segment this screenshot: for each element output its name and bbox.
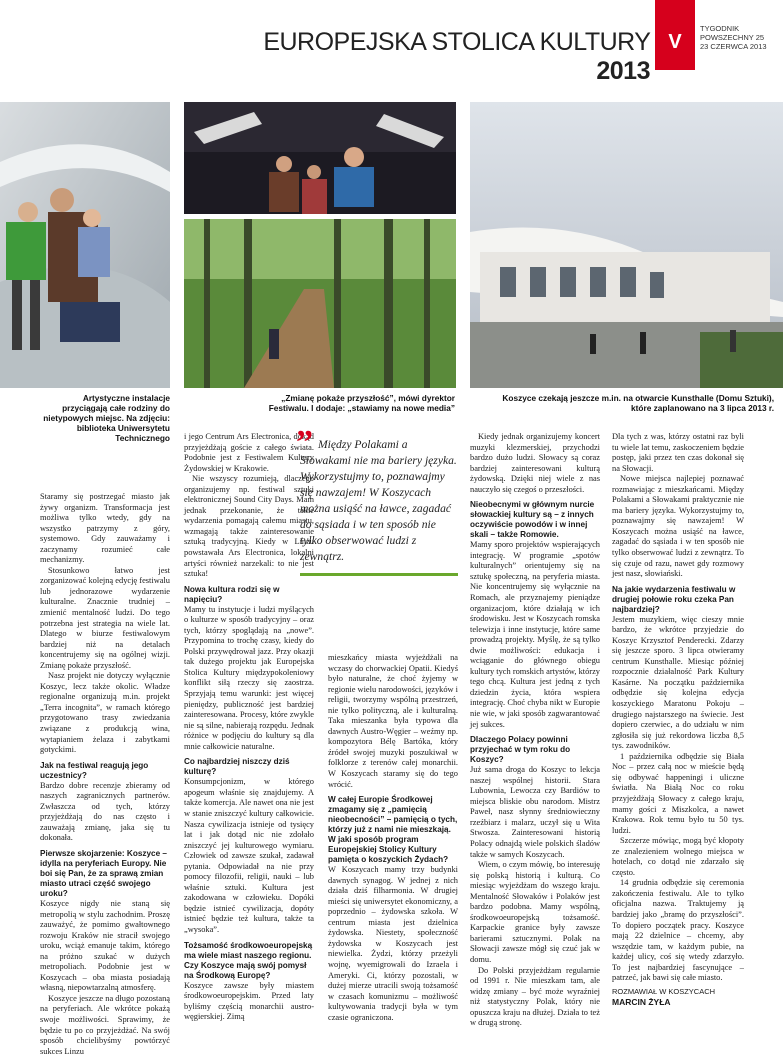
paragraph: Już sama droga do Koszyc to lekcja naszej wspólnej historii. Stara Lubownia, Lewocza czy Bardiów to miejsca bliskie obu narodom. Mistrz Paweł, nasz słynny średniowieczny rzeźbiarz i malarz, uczył się u Wita Stwosza. Zainteresowani historią Polacy odnajdą wiele polskich śladów także w samych Koszycach. — [470, 765, 600, 859]
paragraph: Konsumpcjonizm, w którego apogeum właśnie się znajdujemy. A także komercja. Ale nawet ona nie jest w stanie zniszczyć kultury całkowicie. Nasza cywilizacja istnieje od tysięcy lat i jak dotąd nic nie zdołało zniszczyć jej kulturowego wymiaru. Człowiek od zawsze szukał, zadawał pytania. Odpowiadał na nie przy pomocy filozofii, religii, nauki – lub właśnie sztuki. Kultura jest zakodowana w człowieku. Dopóki będzie istnieć cywilizacja, dopóty istnieć będzie też kultura, także ta „wysoka”. — [184, 777, 314, 934]
paragraph: Bardzo dobre recenzje zbieramy od naszych zagranicznych partnerów. Zwłaszcza od tych, którzy przyjeżdżają do nas często i zauważają zmianę, jaka się tu dokonała. — [40, 780, 170, 843]
article-column-2 — [184, 432, 314, 1023]
interview-question: Nieobecnymi w głównym nurcie słowackiej kultury są – z innych oczywiście powodów i w innej skali – także Romowie. — [470, 500, 595, 540]
paragraph: Do Polski przyjeżdżam regularnie od 1991 r. Nie mieszkam tam, ale widzę zmiany – być może wyraźniej niż statystyczny Polak, który nie opuszcza kraju na dłużej. Działa to też w drugą stronę. — [470, 965, 600, 1028]
article-column-1 — [40, 492, 170, 1057]
interviewer-credit: ROZMAWIAŁ W KOSZYCACH — [612, 986, 716, 996]
caption-middle: „Zmianę pokaże przyszłość”, mówi dyrektor Festiwalu. I dodaje: „stawiamy na nowe media” — [268, 393, 455, 413]
photo-ars-electronica-show — [184, 102, 456, 214]
magazine-masthead — [700, 24, 780, 51]
paragraph: mieszkańcy miasta wyjeżdżali na wczasy do chorwackiej Opatii. Kiedyś było naturalne, że choć żyjemy w regionie wielu narodowości, języków i religii, tworzymy wspólną przestrzeń, nie tylko polityczną, ale i kulturalną. Taka mieszanka była typowa dla dawnych Austro-Węgier – weźmy np. kompozytora Bélę Bartóka, który źródeł swojej muzyki poszukiwał w folklorze z terenów całej monarchii. W Koszycach staramy się do tego wrócić. — [328, 653, 459, 789]
paragraph: i jego Centrum Ars Electronica, dokąd przyjeżdżają goście z całego świata. Podobnie jest z Festiwalem Kultury Żydowskiej w Krakowie. — [184, 432, 314, 473]
paragraph: Koszyce zawsze były miastem środkowoeuropejskim. Przed laty byliśmy częścią monarchii austro-węgierskiej. Zimą — [184, 980, 314, 1022]
paragraph: Jestem muzykiem, więc cieszy mnie bardzo, że wkrótce przyjedzie do Koszyc Krzysztof Penderecki. Zdarzy się jeszcze sporo. 3 lipca otwieramy centrum Kunsthalle. Miesiąc później rozpocznie działalność Park Kultury Kasárne. Na początku października odbędzie się kolejna edycja koszyckiego Maratonu Pokoju – drugiego najstarszego na świecie. Jest dopiero czerwiec, a do udziału w nim zgłosiła się już rekordowa liczba 8,5 tys. zawodników. — [612, 614, 744, 751]
masthead-line: POWSZECHNY 25 — [700, 33, 765, 42]
interview-question: Tożsamość środkowoeuropejską ma wiele miast naszego regionu. Czy Koszyce mają swój pomysł na Środkową Europę? — [184, 940, 313, 980]
paragraph: Koszyce nigdy nie staną się metropolią w stylu zachodnim. Proszę zauważyć, że pomimo gwałtownego rozwoju Kraków nie stracił swojego uroku, wciąż emanuje takim, którego na próżno szukać w dużych metropoliach. Podobnie jest w Koszycach – oba miasta posiadają własną, niepowtarzalną atmosferę. — [40, 898, 170, 993]
photo-library-family — [0, 102, 170, 388]
pull-quote-text: Między Polakami a Słowakami nie ma bariery języka. Wykorzystujmy to, poznawajmy się nawzajem! W Koszycach można usiąść na ławce, zagadać do sąsiada i w ten sposób nie tylko obserwować ludzi z zewnątrz. — [300, 438, 457, 563]
paragraph: 1 października odbędzie się Biała Noc – przez całą noc w mieście będą się odbywać happeningi i uliczne światła. Na Białą Noc co roku przyjeżdżają Słowacy z całego kraju, mamy gości z Miszkolca, a nawet Krakowa. Rok temu było tu 50 tys. ludzi. — [612, 751, 744, 835]
paragraph: Kiedy jednak organizujemy koncert muzyki klezmerskiej, przychodzi bardzo dużo ludzi. Słowacy są coraz bardziej zainteresowani kulturą żydowską. Dzięki niej wiele z nas nauczyło się czegoś o przeszłości. — [470, 432, 600, 494]
interview-question: Co najbardziej niszczy dziś kulturę? — [184, 757, 290, 777]
section-title-text: EUROPEJSKA STOLICA KULTURY — [263, 28, 650, 56]
paragraph: Nasz projekt nie dotyczy wyłącznie Koszyc, lecz także okolic. Władze regionalne organizują m.in. projekt „Terra incognita”, w ramach którego przygotowano trasy zwiedzania związane z produkcją wina, wytapianiem żelaza i zabytkami gotyckimi. — [40, 671, 170, 755]
article-column-3 — [328, 653, 458, 1023]
page-section-title — [230, 28, 650, 86]
paragraph: Szczerze mówiąc, mogą być kłopoty ze znalezieniem wolnego miejsca w hotelach, co dotąd nie zdarzało się często. — [612, 836, 744, 877]
paragraph: Koszyce jeszcze na długo pozostaną na peryferiach. Ale wkrótce pokażą swoje możliwości. Sprawimy, że będzie tu po co przyjeżdżać. Na swój sposób chcielibyśmy powtórzyć sukces Linzu — [40, 993, 170, 1056]
interview-question: Dlaczego Polacy powinni przyjechać w tym roku do Koszyc? — [470, 735, 571, 765]
paragraph: Staramy się postrzegać miasto jak żywy organizm. Transformacja jest możliwa tylko wtedy, gdy na wszystko patrzymy z góry, systemowo. Gdy zauważamy i zaczynamy rozumieć całe mechanizmy. — [40, 492, 170, 565]
masthead-line: 23 CZERWCA 2013 — [700, 42, 767, 51]
author-name: MARCIN ŻYŁA — [612, 997, 671, 1008]
section-title-year: 2013 — [596, 57, 650, 85]
paragraph: Mamy tu instytucje i ludzi myślących o kulturze w sposób tradycyjny – oraz tych, którzy spoglądają na „nowe”. Przypomina to trochę czasy, kiedy do Polski przywędrował jazz. Przy okazji tak dużego projektu jak Europejska Stolica Kultury międzypokoleniowy konflikt siłą rzeczy się zaostrza. Sprzyjają temu warunki: jest więcej pieniędzy, publiczność jest bardziej zainteresowana. Procesy, które zwykle nie są silne, nabierają rozpędu. Jednak różnice w podjęciu do kultury są dla mnie całkowicie naturalne. — [184, 604, 314, 751]
caption-right: Koszyce czekają jeszcze m.in. na otwarcie Kunsthalle (Domu Sztuki), które zaplanowano na 3 lipca 2013 r. — [502, 393, 774, 413]
interview-question: Pierwsze skojarzenie: Koszyce – idylla na peryferiach Europy. Nie boi się Pan, że za sprawą zmian miasto utraci część swojego uroku? — [40, 848, 167, 898]
masthead-line: TYGODNIK — [700, 24, 740, 33]
interview-question: Na jakie wydarzenia festiwalu w drugiej połowie roku czeka Pan najbardziej? — [612, 584, 736, 614]
article-column-5 — [612, 432, 744, 1008]
caption-left: Artystyczne instalacje przyciągają całe rodziny do nietypowych miejsc. Na zdjęciu: biblioteka Uniwersytetu Technicznego — [43, 393, 170, 443]
article-column-4 — [470, 432, 600, 1029]
pull-quote — [300, 437, 460, 565]
paragraph: Nowe miejsca najlepiej poznawać rozmawiając z mieszkańcami. Między Polakami a Słowakami praktycznie nie ma bariery języka. Wykorzystujmy to, poznawajmy się nawzajem! W Koszycach można usiąść na ławce, zagadać do sąsiada i w ten sposób nie tylko obserwować ludzi z zewnątrz. To się czuje od razu, nawet gdy rozmowy jest nasz, słowiański. — [612, 474, 744, 579]
photo-forest-walkway — [184, 219, 456, 388]
section-letter-badge: V — [655, 0, 695, 70]
interview-question: Nowa kultura rodzi się w napięciu? — [184, 584, 280, 604]
photo-kunsthalle-rendering — [470, 102, 783, 388]
interview-question: W całej Europie Środkowej zmagamy się z „pamięcią nieobecności” – pamięcią o tych, którzy już z nami nie mieszkają. W jaki sposób program Europejskiej Stolicy Kultury pamięta o koszyckich Żydach? — [328, 795, 458, 865]
paragraph: Dla tych z was, którzy ostatni raz byli tu wiele lat temu, zaskoczeniem będzie postęp, jaki przez ten czas dokonał się na Słowacji. — [612, 432, 744, 473]
interview-question: Jak na festiwal reagują jego uczestnicy? — [40, 760, 149, 780]
paragraph: 14 grudnia odbędzie się ceremonia zakończenia festiwalu. Ale to tylko oficjalna nazwa. Traktujemy ją bardziej jako „bramę do przyszłości”. To dopiero początek pracy. Koszyce mają 22 dzielnice – chcemy, aby wszędzie tam, w każdym pubie, na każdej ulicy, coś się wtedy zdarzyło. To jest najbardziej fascynujące – patrzeć, jak bawi się całe miasto. — [612, 878, 744, 983]
paragraph: Nie wszyscy rozumieją, dlaczego organizujemy np. festiwal sztuki elektronicznej Sound City Days. Mam jednak przekonanie, że takie wydarzenia pomagają całemu miastu, wzmagają także zainteresowanie sztuką tradycyjną. Kiedy w Linzu powstawała Ars Electronica, lokalni artyści również narzekali: to nie jest sztuka! — [184, 474, 314, 579]
paragraph: Wiem, o czym mówię, bo interesuję się polską historią i kulturą. Co miesiąc wyjeżdżam do wszego kraju. Mentalność Słowaków i Polaków jest bardzo podobna. Mamy wspólną, środkowoeuropejską tożsamość. Karpackie granice były zawsze barierami sztucznymi. Polak na Słowacji zawsze mógł się czuć jak w domu. — [470, 860, 600, 964]
paragraph: Mamy sporo projektów wspierających integrację. W programie „spotów kulturalnych” orientujemy się na sztukę społeczną, na peryferia miasta. Nie koncentrujemy się wyłącznie na Romach, ale przyznajemy pieniądze organizacjom, które działają w ich środowisku. Jest w Koszycach romska telewizja i inne instytucje, które same prowadzą projekty. Myślę, że są tylko dwie możliwości: edukacja i wciąganie do głównego obiegu kultury tych romskich artystów, którzy tego chcą. Kultura jest jedną z tych dziedzin życia, która wspiera integrację. Choć chyba nikt w Europie nie wie, w jaki sposób zagwarantować jej sukces. — [470, 540, 600, 729]
quote-mark-icon: ” — [296, 424, 313, 461]
pull-quote-divider — [300, 573, 458, 576]
paragraph: W Koszycach mamy trzy budynki dawnych synagog. W jednej z nich działa dziś filharmonia. W drugiej mieści się uniwersytet ekonomiczny, a poprzednio – żydowska szkoła. W centrum miasta jest dzielnica żydowska. Niestety, społeczność żydowska w Koszycach jest niewielka. Żydzi, którzy przeżyli wojnę, wyemigrowali do Izraela i Ameryki. Ci, którzy pozostali, w dużej mierze utracili swoją tożsamość w czasach komunizmu – możliwość kultywowania tradycji była w tym czasie ograniczona. — [328, 865, 458, 1022]
paragraph: Stosunkowo łatwo jest zorganizować kolejną edycję festiwalu lub jednorazowe wydarzenie kulturalne. Znacznie trudniej – zmienić mentalność ludzi. Do tego potrzebna jest strategia na wiele lat. Dlatego w biurze festiwalowym bardziej niż na detalach koncentrujemy się na ogólnej wizji. Zmianę pokaże przyszłość. — [40, 565, 170, 670]
